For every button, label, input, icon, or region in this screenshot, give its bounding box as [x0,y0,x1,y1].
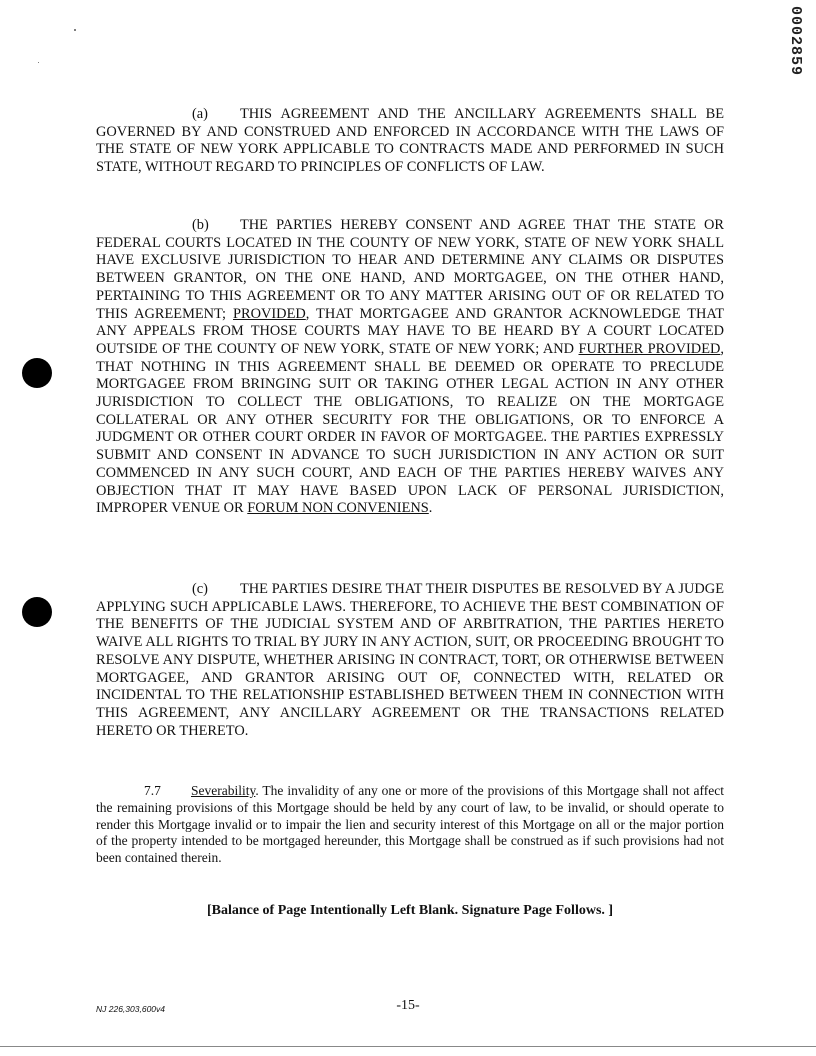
paragraph-a-text: THIS AGREEMENT AND THE ANCILLARY AGREEMENTS SHALL BE GOVERNED BY AND CONSTRUED AND ENFORCED IN ACCORDANCE WITH THE LAWS OF THE STATE OF NEW YORK APPLICABLE TO CONTRACTS MADE AND PERFORMED IN SUCH STATE, WITHOUT REGARD TO PRINCIPLES OF CONFLICTS OF LAW. [96,106,724,176]
bates-stamp-number: 0002859 [787,6,804,77]
paragraph-b-text-1: THE PARTIES HEREBY CONSENT AND AGREE THAT THE STATE OR FEDERAL COURTS LOCATED IN THE COUNTY OF NEW YORK, STATE OF NEW YORK SHALL HAVE EXCLUSIVE JURISDICTION TO HEAR AND DETERMINE ANY CLAIMS OR DISPUTES BETWEEN GRANTOR, ON THE ONE HAND, AND MORTGAGEE, ON THE OTHER HAND, PERTAINING TO THIS AGREEMENT OR TO ANY MATTER ARISING OUT OF OR RELATED TO THIS AGREEMENT; [96,217,724,322]
paragraph-c-text: THE PARTIES DESIRE THAT THEIR DISPUTES BE RESOLVED BY A JUDGE APPLYING SUCH APPLICABLE LAWS. THEREFORE, TO ACHIEVE THE BEST COMBINATION OF THE BENEFITS OF THE JUDICIAL SYSTEM AND OF ARBITRATION, THE PARTIES HERETO WAIVE ALL RIGHTS TO TRIAL BY JURY IN ANY ACTION, SUIT, OR PROCEEDING BROUGHT TO RESOLVE ANY DISPUTE, WHETHER ARISING IN CONTRACT, TORT, OR OTHERWISE BETWEEN MORTGAGEE, AND GRANTOR ARISING OUT OF, CONNECTED WITH, RELATED OR INCIDENTAL TO THE RELATIONSHIP ESTABLISHED BETWEEN THEM IN CONNECTION WITH THIS AGREEMENT, ANY ANCILLARY AGREEMENT OR THE TRANSACTIONS RELATED HERETO OR THERETO. [96,581,724,739]
section-heading: Severability [191,783,256,798]
paragraph-b-label: (b) [192,217,209,233]
paragraph-b-text-4: . [428,500,433,517]
paragraph-b [96,217,724,518]
paragraph-c [96,581,724,740]
section-7-7 [96,783,724,867]
punch-hole [22,597,52,627]
forum-non-conveniens-term: FORUM NON CONVENIENS [247,500,429,517]
paragraph-b-text-3: , THAT NOTHING IN THIS AGREEMENT SHALL BE DEEMED OR OPERATE TO PRECLUDE MORTGAGEE FROM BRINGING SUIT OR TAKING OTHER LEGAL ACTION IN ANY OTHER JURISDICTION TO COLLECT THE OBLIGATIONS, TO REALIZE ON THE MORTGAGE COLLATERAL OR ANY OTHER SECURITY FOR THE OBLIGATIONS, OR TO ENFORCE A JUDGMENT OR OTHER COURT ORDER IN FAVOR OF MORTGAGEE. THE PARTIES EXPRESSLY SUBMIT AND CONSENT IN ADVANCE TO SUCH JURISDICTION IN ANY ACTION OR SUIT COMMENCED IN ANY SUCH COURT, AND EACH OF THE PARTIES HEREBY WAIVES ANY OBJECTION THAT IT MAY HAVE BASED UPON LACK OF PERSONAL JURISDICTION, IMPROPER VENUE OR [96,340,724,517]
paragraph-a [96,106,724,177]
provided-term: PROVIDED [233,305,306,322]
scan-edge-line [0,1046,816,1047]
scan-speck [74,29,76,31]
section-number: 7.7 [144,783,161,798]
section-text: . The invalidity of any one or more of the provisions of this Mortgage shall not affect the remaining provisions of this Mortgage should be held by any court of law, to be invalid, or should operate to render this Mortgage invalid or to impair the lien and security interest of this Mortgage on all or the major portion of the property intended to be mortgaged hereunder, this Mortgage shall be construed as if such provisions had not been contained therein. [96,783,724,866]
paragraph-b-text-2: , THAT MORTGAGEE AND GRANTOR ACKNOWLEDGE THAT ANY APPEALS FROM THOSE COURTS MAY HAVE TO BE HEARD BY A COURT LOCATED OUTSIDE OF THE COUNTY OF NEW YORK, STATE OF NEW YORK; AND [96,305,724,357]
paragraph-c-label: (c) [192,581,208,597]
page-number: -15- [396,998,420,1013]
bates-stamp [784,6,806,78]
blank-page-notice: [Balance of Page Intentionally Left Blank. Signature Page Follows. ] [206,903,614,918]
punch-hole [22,358,52,388]
scan-speck [38,62,39,63]
paragraph-a-label: (a) [192,106,208,122]
document-id: NJ 226,303,600v4 [96,1004,165,1014]
further-provided-term: FURTHER PROVIDED [578,340,721,357]
